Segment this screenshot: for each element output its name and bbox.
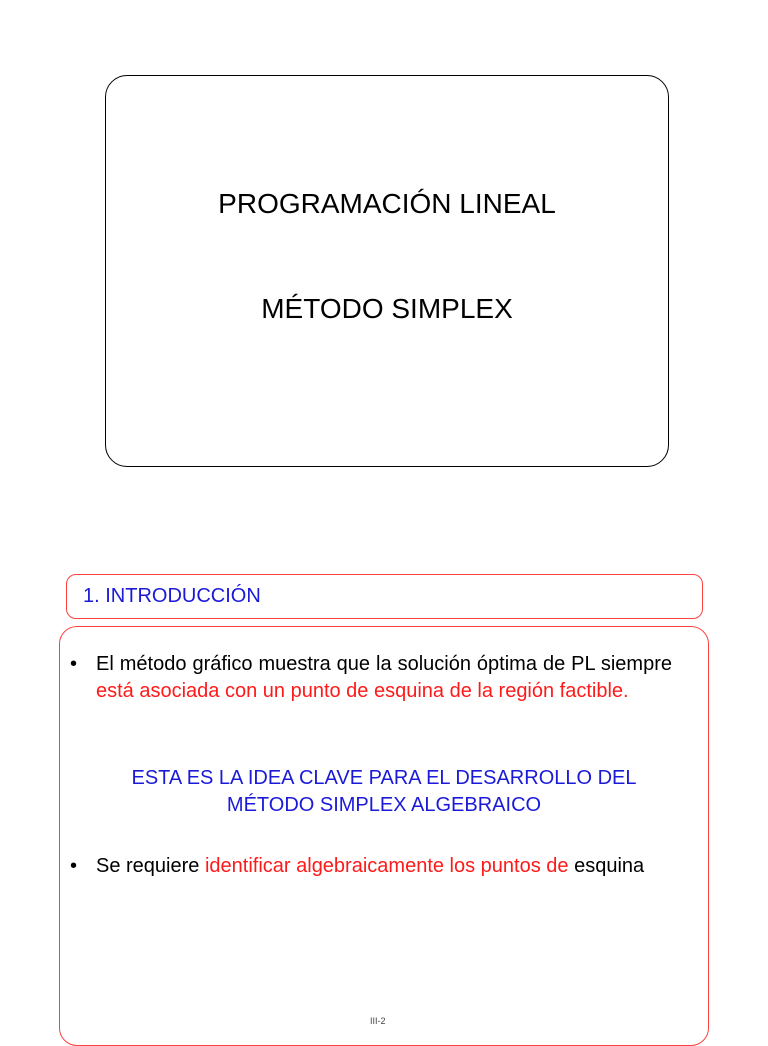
slide-title-programacion-lineal: PROGRAMACIÓN LINEAL — [218, 188, 556, 219]
bullet-highlight-text: identificar algebraicamente los puntos de — [204, 855, 569, 877]
slide-subtitle-metodo-simplex: MÉTODO SIMPLEX — [261, 293, 513, 324]
bullet-highlight-text: está asociada con un punto de esquina de la región factible. — [96, 680, 629, 702]
section-header-frame — [66, 574, 703, 619]
content-frame — [59, 626, 709, 1046]
section-header-introduccion: 1. INTRODUCCIÓN — [83, 585, 261, 607]
bullet-item-metodo-grafico — [70, 651, 672, 705]
bullet-text: El método gráfico muestra que la solución óptima de PL siempre — [96, 653, 672, 675]
key-idea-line-1: ESTA ES LA IDEA CLAVE PARA EL DESARROLLO DEL — [131, 767, 637, 789]
bullet-item-identificar — [70, 853, 672, 880]
bullet-text: Se requiere — [96, 855, 205, 877]
bullet-text-end: esquina — [568, 855, 645, 877]
bullet-icon: • — [70, 653, 78, 675]
page-number: III-2 — [370, 1016, 386, 1026]
bullet-icon: • — [70, 855, 78, 877]
title-slide-frame — [105, 75, 669, 467]
key-idea-line-2: MÉTODO SIMPLEX ALGEBRAICO — [226, 794, 542, 816]
key-idea-statement — [80, 765, 688, 819]
